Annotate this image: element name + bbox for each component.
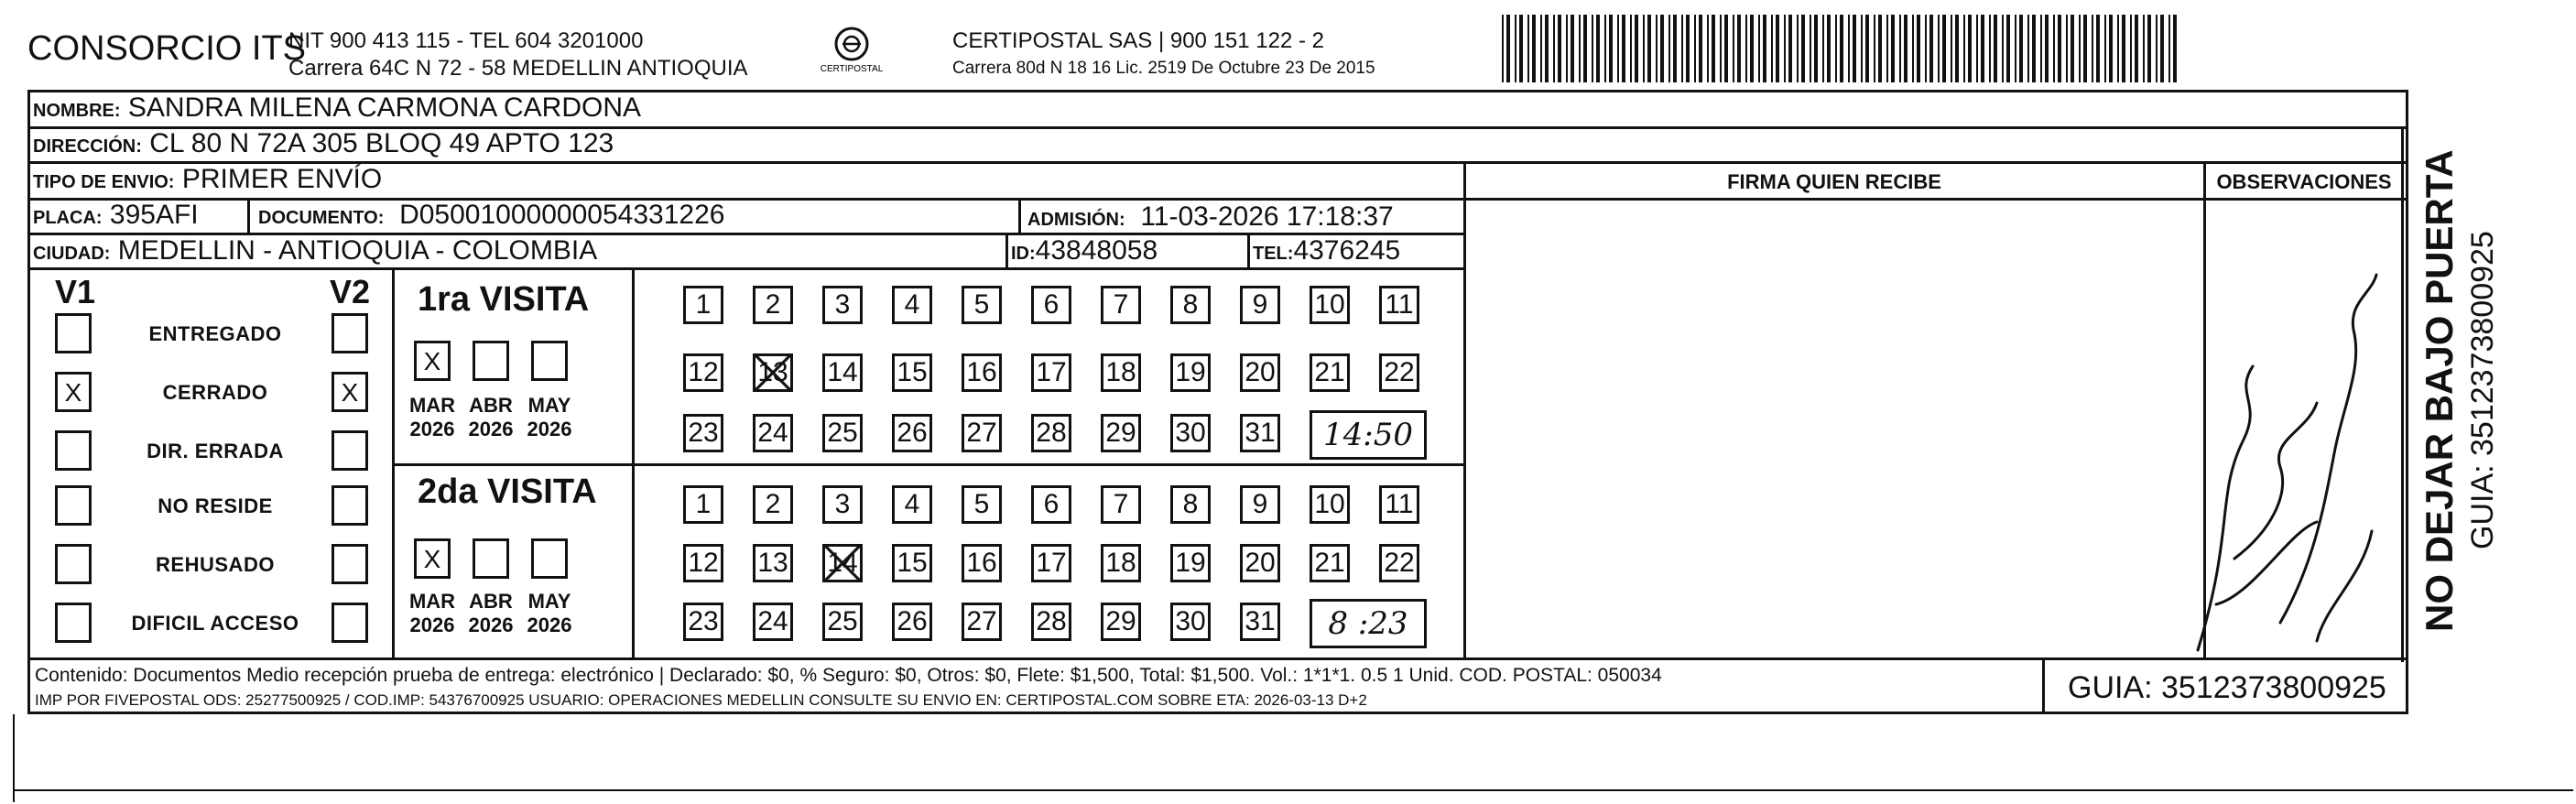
id-row [1011,237,1158,265]
barcode-bar [2045,15,2049,82]
barcode-bar [1707,15,1709,82]
barcode-bar [1776,15,1779,82]
day-checkbox[interactable]: 17 [1031,544,1071,582]
day-checkbox[interactable]: 13 [753,353,793,392]
month-name: MAR [408,394,456,417]
barcode-bar [1592,15,1593,82]
visit-time[interactable]: 8 :23 [1310,599,1427,648]
barcode-bar [2058,15,2061,82]
second-visit-title: 2da VISITA [418,473,597,511]
day-checkbox[interactable]: 5 [962,286,1002,324]
day-checkbox[interactable]: 16 [962,353,1002,392]
month-year: 2026 [409,418,455,440]
barcode-bar [1929,15,1933,82]
day-checkbox[interactable]: 6 [1031,485,1071,524]
month-label [405,394,460,441]
barcode-bar [2143,15,2145,82]
day-checkbox[interactable]: 2 [753,485,793,524]
day-checkbox[interactable]: 23 [683,414,723,452]
v2-checkbox[interactable] [332,430,368,471]
day-checkbox[interactable]: 6 [1031,286,1071,324]
day-checkbox[interactable]: 16 [962,544,1002,582]
barcode-bar [2092,15,2093,82]
day-checkbox[interactable]: 20 [1240,353,1280,392]
admision-value: 11-03-2026 17:18:37 [1140,201,1394,232]
month-checkbox[interactable] [531,341,568,381]
day-checkbox[interactable]: 1 [683,286,723,324]
month-label [522,590,577,637]
day-checkbox[interactable]: 31 [1240,414,1280,452]
barcode-bar [1814,15,1818,82]
day-checkbox[interactable]: 26 [892,414,932,452]
day-checkbox[interactable]: 29 [1101,603,1141,641]
day-checkbox[interactable]: 9 [1240,485,1280,524]
v1-checkbox[interactable] [55,430,92,471]
day-checkbox[interactable]: 26 [892,603,932,641]
day-checkbox[interactable]: 30 [1170,603,1211,641]
documento-row [258,201,724,229]
month-label [463,590,518,637]
v1-checkbox[interactable] [55,313,92,353]
month-name: MAR [408,590,456,613]
day-checkbox[interactable]: 3 [822,286,863,324]
certipostal-logo [820,24,884,88]
barcode [1502,15,2179,82]
barcode-bar [1917,15,1920,82]
barcode-bar [1724,15,1728,82]
guia-vertical: GUIA: 3512373800925 [2465,231,2500,549]
barcode-bar [2156,15,2158,82]
barcode-bar [2032,15,2036,82]
barcode-bar [1788,15,1792,82]
barcode-bar [1540,15,1542,82]
barcode-bar [1745,15,1747,82]
barcode-bar [1583,15,1587,82]
barcode-bar [1712,15,1715,82]
month-checkbox[interactable] [531,538,568,579]
v2-checkbox[interactable] [332,485,368,526]
barcode-bar [1955,15,1959,82]
barcode-bar [1878,15,1882,82]
barcode-bar [2160,15,2164,82]
v2-checkbox[interactable] [332,313,368,353]
barcode-bar [2168,15,2170,82]
day-checkbox[interactable]: 14 [822,544,863,582]
barcode-bar [1763,15,1766,82]
barcode-bar [1861,15,1863,82]
barcode-bar [2071,15,2074,82]
status-option-label: ENTREGADO [148,322,282,345]
day-checkbox[interactable]: 12 [683,544,723,582]
status-option-label: CERRADO [162,381,268,404]
barcode-bar [1874,15,1875,82]
admision-row [1027,203,1394,231]
v1-checkbox[interactable] [55,485,92,526]
barcode-bar [1801,15,1805,82]
day-checkbox[interactable]: 24 [753,603,793,641]
barcode-bar [1668,15,1670,82]
barcode-bar [2122,15,2125,82]
tipo-value: PRIMER ENVÍO [181,164,383,194]
day-checkbox[interactable]: 19 [1170,353,1211,392]
documento-value: D05001000000054331226 [399,200,725,230]
month-year: 2026 [527,614,572,636]
barcode-bar [1899,15,1901,82]
status-option-label: NO RESIDE [158,494,273,517]
barcode-bar [1553,15,1555,82]
month-label [405,590,460,637]
day-checkbox[interactable]: 8 [1170,485,1211,524]
day-checkbox[interactable]: 24 [753,414,793,452]
barcode-bar [1938,15,1940,82]
day-checkbox[interactable]: 2 [753,286,793,324]
barcode-bar [1579,15,1581,82]
day-checkbox[interactable]: 8 [1170,286,1211,324]
status-option-label: DIR. ERRADA [147,440,284,462]
barcode-bar [2066,15,2068,82]
tel-row [1253,237,1400,265]
nombre-row [33,94,641,122]
day-checkbox[interactable]: 29 [1101,414,1141,452]
barcode-bar [1853,15,1856,82]
barcode-bar [1784,15,1786,82]
certipostal-info [952,27,1375,82]
v1-checkbox[interactable] [55,544,92,584]
month-checkbox[interactable] [473,538,509,579]
barcode-bar [1750,15,1754,82]
day-checkbox[interactable]: 15 [892,353,932,392]
barcode-bar [1810,15,1811,82]
visit-time[interactable]: 14:50 [1310,410,1427,460]
ciudad-row [33,237,597,265]
day-checkbox[interactable]: 28 [1031,414,1071,452]
day-checkbox[interactable]: 21 [1310,544,1350,582]
barcode-bar [2147,15,2151,82]
status-option-label: DIFICIL ACCESO [131,612,299,635]
barcode-bar [1532,15,1536,82]
day-checkbox[interactable]: 15 [892,544,932,582]
barcode-bar [1994,15,1997,82]
month-name: ABR [469,394,513,417]
barcode-bar [1822,15,1824,82]
barcode-bar [1942,15,1946,82]
company-name: CONSORCIO ITS [27,29,307,68]
nombre-label: NOMBRE: [33,101,121,121]
placa-row [33,201,199,229]
observaciones-label: OBSERVACIONES [2216,170,2392,193]
barcode-bar [1737,15,1741,82]
day-checkbox[interactable]: 1 [683,485,723,524]
direccion-label: DIRECCIÓN: [33,136,142,157]
barcode-bar [1951,15,1952,82]
month-year: 2026 [468,418,514,440]
barcode-bar [2096,15,2100,82]
day-checkbox[interactable]: 10 [1310,485,1350,524]
day-checkbox[interactable]: 20 [1240,544,1280,582]
day-checkbox[interactable]: 7 [1101,485,1141,524]
barcode-bar [2135,15,2138,82]
barcode-bar [1635,15,1638,82]
id-label: ID: [1011,244,1036,264]
month-label [522,394,577,441]
barcode-bar [1502,15,1504,82]
barcode-bar [1733,15,1734,82]
month-checkbox[interactable] [473,341,509,381]
barcode-bar [1976,15,1978,82]
company-info [288,27,748,82]
month-name: MAY [527,394,571,417]
day-checkbox[interactable]: 18 [1101,544,1141,582]
barcode-bar [1519,15,1523,82]
barcode-bar [2117,15,2119,82]
day-checkbox[interactable]: 7 [1101,286,1141,324]
footer-content: Contenido: Documentos Medio recepción prueba de entrega: electrónico | Declarado: $0, % Seguro: $0, Otros: $0, Flete: $1,500, Total: $1,500. Vol.: 1*1*1. 0.5 1 Unid. COD. POSTAL: 050034 [35,665,1662,686]
nombre-value: SANDRA MILENA CARMONA CARDONA [127,92,642,123]
barcode-bar [1545,15,1549,82]
barcode-bar [1699,15,1702,82]
barcode-bar [1694,15,1696,82]
barcode-bar [1558,15,1561,82]
admision-label: ADMISIÓN: [1027,210,1125,230]
month-year: 2026 [527,418,572,440]
day-checkbox[interactable]: 13 [753,544,793,582]
barcode-bar [1840,15,1843,82]
day-checkbox[interactable]: 3 [822,485,863,524]
barcode-bar [1968,15,1972,82]
certi-line: CERTIPOSTAL SAS | 900 151 122 - 2 [952,28,1324,53]
first-visit-title: 1ra VISITA [418,280,590,319]
day-checkbox[interactable]: 19 [1170,544,1211,582]
barcode-bar [1989,15,1991,82]
v1-header: V1 [55,273,96,310]
month-year: 2026 [468,614,514,636]
barcode-bar [1827,15,1831,82]
month-year: 2026 [409,614,455,636]
v2-checkbox[interactable]: X [332,372,368,412]
barcode-bar [1647,15,1651,82]
barcode-bar [1758,15,1760,82]
barcode-bar [1609,15,1613,82]
barcode-bar [2109,15,2113,82]
barcode-bar [2079,15,2081,82]
barcode-bar [1506,15,1510,82]
recipient-signature [2179,256,2390,659]
barcode-bar [2040,15,2042,82]
barcode-bar [1891,15,1895,82]
barcode-bar [2104,15,2106,82]
address-line: Carrera 64C N 72 - 58 MEDELLIN ANTIOQUIA [288,56,748,81]
barcode-bar [1660,15,1664,82]
barcode-bar [1686,15,1690,82]
barcode-bar [1904,15,1908,82]
barcode-bar [1643,15,1645,82]
barcode-bar [1797,15,1799,82]
day-checkbox[interactable]: 27 [962,414,1002,452]
certi-sub: Carrera 80d N 18 16 Lic. 2519 De Octubre 23 De 2015 [952,59,1375,78]
barcode-bar [1886,15,1888,82]
barcode-bar [1566,15,1568,82]
v1-checkbox[interactable] [55,603,92,643]
day-checkbox[interactable]: 11 [1379,485,1419,524]
day-checkbox[interactable]: 9 [1240,286,1280,324]
day-checkbox[interactable]: 18 [1101,353,1141,392]
barcode-bar [1925,15,1927,82]
day-checkbox[interactable]: 25 [822,414,863,452]
barcode-bar [2015,15,2016,82]
day-checkbox[interactable]: 27 [962,603,1002,641]
barcode-bar [1515,15,1516,82]
barcode-bar [2083,15,2087,82]
barcode-bar [2130,15,2132,82]
barcode-bar [1771,15,1773,82]
day-checkbox[interactable]: 22 [1379,544,1419,582]
barcode-bar [2173,15,2177,82]
firma-label: FIRMA QUIEN RECIBE [1727,170,1941,193]
day-checkbox[interactable]: 14 [822,353,863,392]
day-checkbox[interactable]: 17 [1031,353,1071,392]
barcode-bar [1617,15,1619,82]
ciudad-label: CIUDAD: [33,244,111,264]
month-checkbox[interactable]: X [414,538,451,579]
day-checkbox[interactable]: 4 [892,286,932,324]
barcode-bar [1963,15,1965,82]
month-label [463,394,518,441]
barcode-bar [1596,15,1600,82]
month-checkbox[interactable]: X [414,341,451,381]
barcode-bar [1630,15,1632,82]
day-checkbox[interactable]: 22 [1379,353,1419,392]
barcode-bar [1673,15,1677,82]
month-name: MAY [527,590,571,613]
tel-label: TEL: [1253,244,1294,264]
direccion-value: CL 80 N 72A 305 BLOQ 49 APTO 123 [149,128,614,158]
v2-header: V2 [330,273,371,310]
barcode-bar [1848,15,1850,82]
direccion-row [33,130,614,158]
day-checkbox[interactable]: 12 [683,353,723,392]
day-checkbox[interactable]: 21 [1310,353,1350,392]
day-checkbox[interactable]: 5 [962,485,1002,524]
day-checkbox[interactable]: 25 [822,603,863,641]
barcode-bar [1865,15,1869,82]
barcode-bar [2019,15,2023,82]
no-dejar-text: NO DEJAR BAJO PUERTA [2418,149,2461,632]
placa-value: 395AFI [109,200,199,230]
day-checkbox[interactable]: 11 [1379,286,1419,324]
barcode-bar [2002,15,2004,82]
barcode-bar [1912,15,1914,82]
logo-text: CERTIPOSTAL [820,64,884,74]
barcode-bar [2053,15,2055,82]
tel-value: 4376245 [1293,235,1401,266]
barcode-bar [1604,15,1606,82]
barcode-bar [1622,15,1625,82]
barcode-bar [1981,15,1984,82]
id-value: 43848058 [1035,235,1158,266]
barcode-bar [2027,15,2029,82]
day-checkbox[interactable]: 30 [1170,414,1211,452]
barcode-bar [2006,15,2010,82]
day-checkbox[interactable]: 31 [1240,603,1280,641]
barcode-bar [1720,15,1722,82]
barcode-bar [1527,15,1529,82]
day-checkbox[interactable]: 23 [683,603,723,641]
documento-label: DOCUMENTO: [258,208,385,228]
barcode-bar [1571,15,1574,82]
tipo-label: TIPO DE ENVIO: [33,172,175,192]
ciudad-value: MEDELLIN - ANTIOQUIA - COLOMBIA [117,235,598,266]
placa-label: PLACA: [33,208,103,228]
v2-checkbox[interactable] [332,603,368,643]
barcode-bar [1681,15,1683,82]
v2-checkbox[interactable] [332,544,368,584]
month-name: ABR [469,590,513,613]
day-checkbox[interactable]: 4 [892,485,932,524]
barcode-bar [1835,15,1837,82]
footer-guia: GUIA: 3512373800925 [2068,670,2386,705]
day-checkbox[interactable]: 10 [1310,286,1350,324]
footer-imp: IMP POR FIVEPOSTAL ODS: 25277500925 / COD.IMP: 54376700925 USUARIO: OPERACIONES MEDELLIN CONSULTE SU ENVIO EN: CERTIPOSTAL.COM SOBRE ETA: 2026-03-13 D+2 [35,691,1367,709]
barcode-bar [1656,15,1658,82]
status-option-label: REHUSADO [156,553,275,576]
nit-line: NIT 900 413 115 - TEL 604 3201000 [288,28,644,53]
day-checkbox[interactable]: 28 [1031,603,1071,641]
tipo-row [33,166,382,193]
v1-checkbox[interactable]: X [55,372,92,412]
